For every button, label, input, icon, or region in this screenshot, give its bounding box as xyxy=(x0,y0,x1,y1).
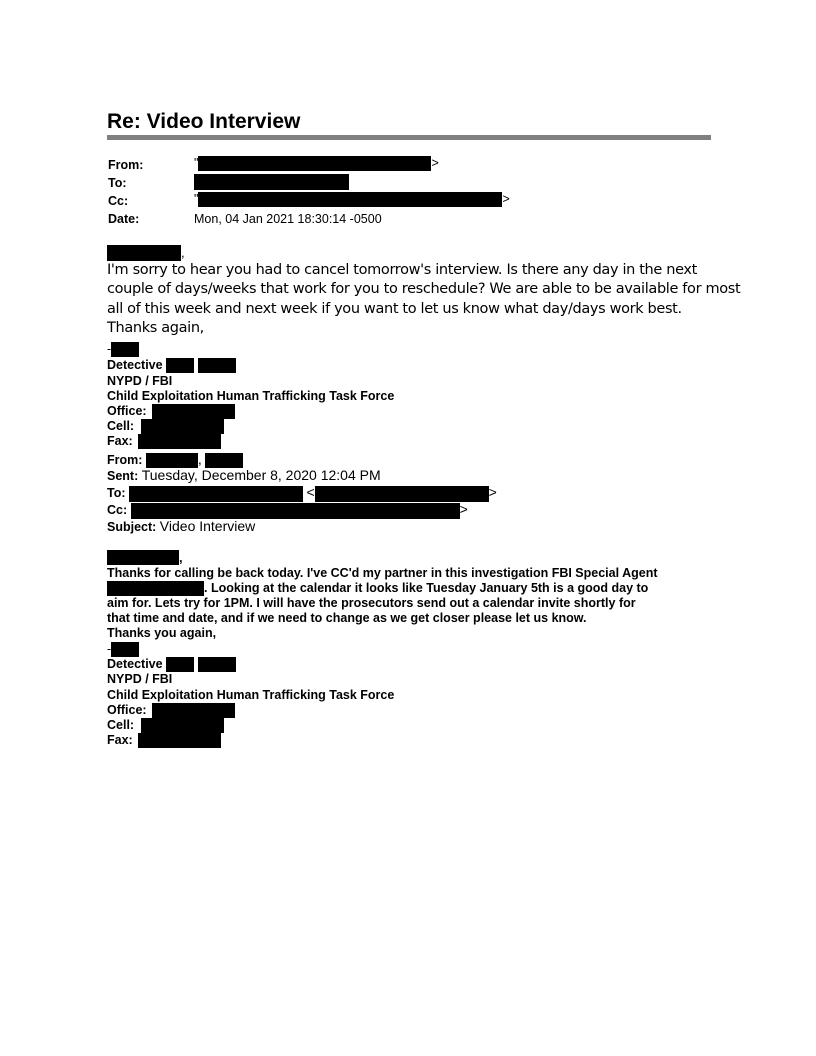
signature-unit: Child Exploitation Human Trafficking Task Force xyxy=(107,389,395,403)
signature-name: Detective xyxy=(107,358,236,373)
redaction-box xyxy=(315,486,489,502)
signature-cell: Cell: xyxy=(107,718,224,733)
redaction-box xyxy=(141,718,224,733)
signature-org: NYPD / FBI xyxy=(107,672,173,686)
redaction-box xyxy=(111,342,139,357)
cc-label: Cc: xyxy=(108,194,129,208)
from-label: From: xyxy=(108,158,144,172)
redaction-box xyxy=(205,453,243,468)
redaction-box xyxy=(129,486,303,502)
forwarded-sent: Sent: Tuesday, December 8, 2020 12:04 PM xyxy=(107,467,381,483)
redaction-box xyxy=(166,657,194,672)
message1-line: all of this week and next week if you want to let us know what day/days work best. xyxy=(107,301,682,317)
message1-line: I'm sorry to hear you had to cancel tomorrow's interview. Is there any day in the next xyxy=(107,262,697,278)
message1-line: couple of days/weeks that work for you to reschedule? We are able to be available for most xyxy=(107,281,741,297)
quote-mark: " xyxy=(194,156,199,170)
to-value xyxy=(194,174,349,190)
message2-line: aim for. Lets try for 1PM. I will have the prosecutors send out a calendar invite shortly for xyxy=(107,596,636,610)
redaction-box xyxy=(107,581,204,596)
greeting-2: , xyxy=(107,549,183,567)
message2-line: Thanks you again, xyxy=(107,626,217,640)
redaction-box xyxy=(152,404,235,419)
cc-value xyxy=(194,192,510,207)
signature-office: Office: xyxy=(107,703,235,718)
message2-line: . Looking at the calendar it looks like Tuesday January 5th is a good day to xyxy=(107,581,648,596)
from-value xyxy=(194,156,439,171)
forwarded-to: To: < > xyxy=(107,484,497,500)
signature-dash: - xyxy=(107,642,139,657)
forwarded-cc: Cc: > xyxy=(107,501,468,517)
signature-office: Office: xyxy=(107,404,235,419)
redaction-box xyxy=(198,657,236,672)
angle-bracket: > xyxy=(502,192,510,206)
forwarded-subject: Subject: Video Interview xyxy=(107,518,256,534)
signature-unit: Child Exploitation Human Trafficking Task Force xyxy=(107,688,395,702)
signature-dash: - xyxy=(107,342,139,357)
redaction-box xyxy=(198,358,236,373)
title-rule xyxy=(107,135,711,140)
redaction-box xyxy=(198,192,502,207)
date-label: Date: xyxy=(108,212,140,226)
signature-cell: Cell: xyxy=(107,419,224,434)
redaction-box xyxy=(198,156,431,171)
redaction-box xyxy=(138,733,221,748)
angle-bracket: > xyxy=(431,156,439,170)
message2-line: that time and date, and if we need to change as we get closer please let us know. xyxy=(107,611,587,625)
redaction-box xyxy=(107,245,181,261)
redaction-box xyxy=(107,550,179,565)
redaction-box xyxy=(146,453,198,468)
redaction-box xyxy=(194,174,349,190)
signature-org: NYPD / FBI xyxy=(107,374,173,388)
greeting-1: , xyxy=(107,244,185,262)
message1-line: Thanks again, xyxy=(107,320,204,336)
to-label: To: xyxy=(108,176,127,190)
quote-mark: " xyxy=(194,192,199,206)
redaction-box xyxy=(166,358,194,373)
signature-name: Detective xyxy=(107,657,236,672)
redaction-box xyxy=(152,703,235,718)
redaction-box xyxy=(141,419,224,434)
email-title: Re: Video Interview xyxy=(107,110,301,133)
signature-fax: Fax: xyxy=(107,733,221,748)
signature-fax: Fax: xyxy=(107,434,221,449)
date-value: Mon, 04 Jan 2021 18:30:14 -0500 xyxy=(194,212,382,226)
redaction-box xyxy=(131,503,460,519)
redaction-box xyxy=(138,434,221,449)
forwarded-from: From: , xyxy=(107,451,243,468)
message2-line: Thanks for calling be back today. I've CC'd my partner in this investigation FBI Special Agent xyxy=(107,566,658,580)
redaction-box xyxy=(111,642,139,657)
